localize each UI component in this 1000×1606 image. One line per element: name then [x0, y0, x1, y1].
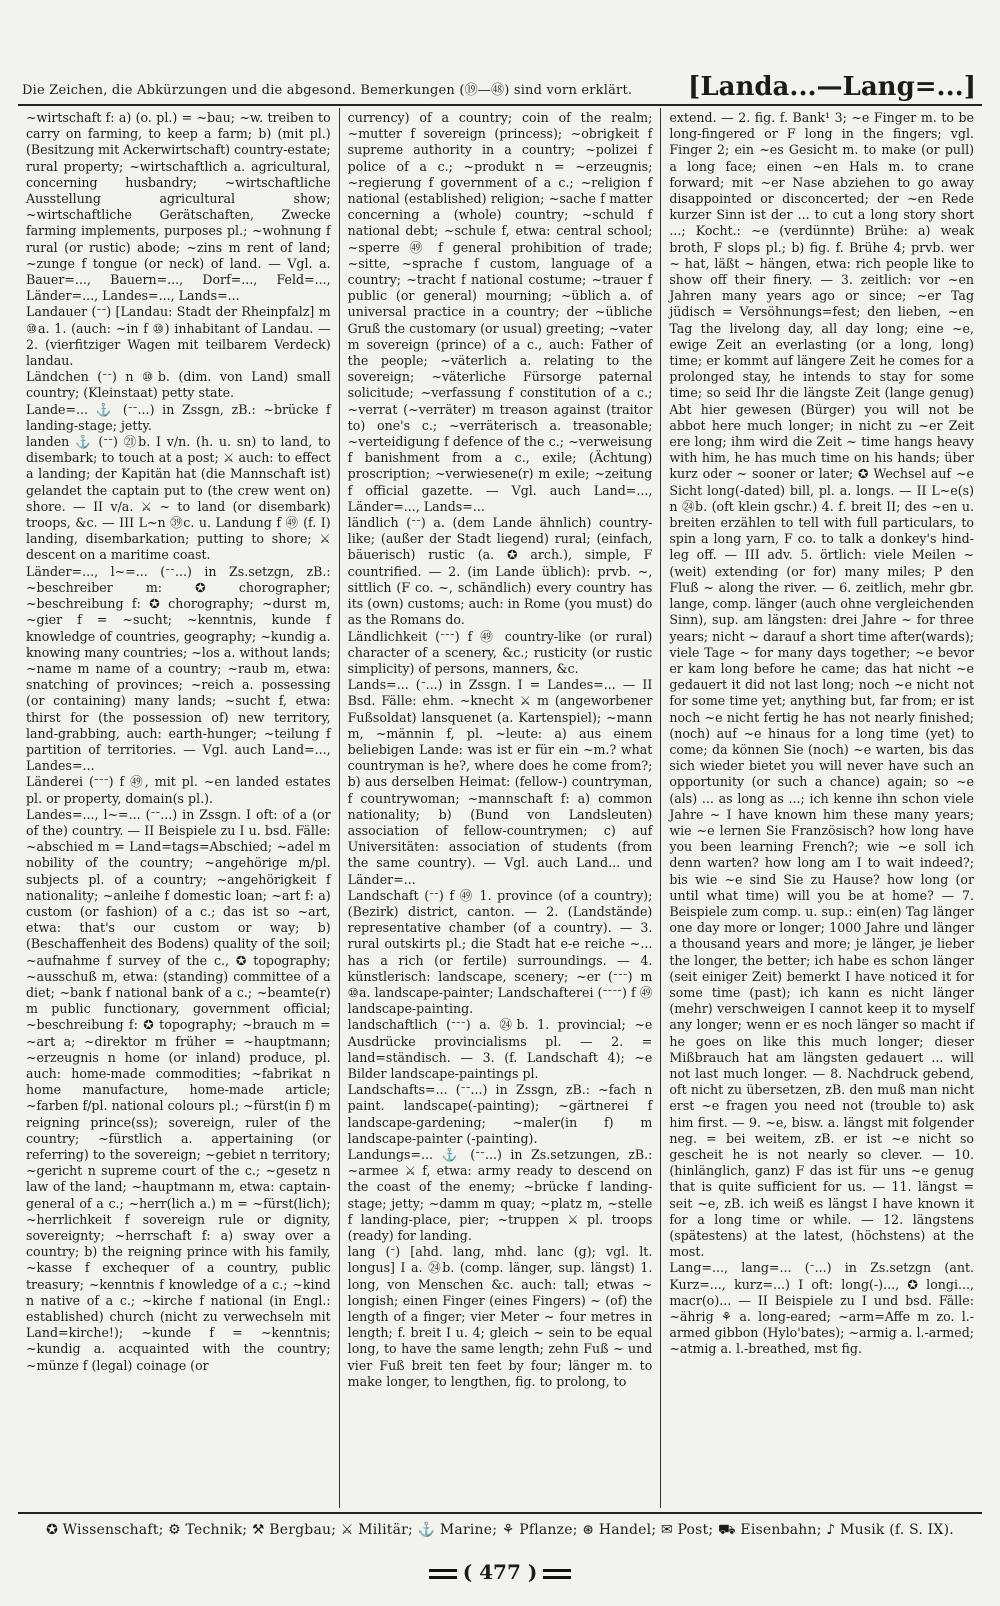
entry-text: landschaftlich (ᐨᐨᐨ) a. ㉔b. 1. provincial; ~e Ausdrücke provincialisms pl. — 2. = land=ständisch. — 3. (f. Landschaft 4); ~e Bilder landscape-paintings pl.	[347, 1017, 653, 1081]
entry-text: Ländchen (ᐨᐨ) n ⑩b. (dim. von Land) small country; (Kleinstaat) petty state.	[26, 369, 331, 401]
entry-text: Ländlichkeit (ᐨᐨᐨ) f ㊾ country-like (or rural) character of a scenery, &c.; rusticity (or rustic simplicity) of persons, manners, &c.	[347, 628, 653, 676]
entry-text: Lande=... ⚓ (ᐨᐨ...) in Zssgn, zB.: ~brücke f landing-stage; jetty.	[26, 401, 331, 433]
entry-text: lang (ᐨ) [ahd. lang, mhd. lanc (g); vgl. lt. longus] I a. ㉔b. (comp. länger, sup. längst) 1. long, von Menschen &c. auch: tall; etwas ~ longish; einen Finger (eines Fingers) ~ (of) the length of a finger; vier Meter ~ four metres in length; f. breit I u. 4; gleich ~ sein to be equal long, to have the same length; zehn Fuß ~ und vier Fuß breit ten feet by four; länger m. to make longer, to lengthen, fig. to prolong, to	[347, 1244, 653, 1389]
entry-text: Lang=..., lang=... (ᐨ...) in Zs.setzgn (ant. Kurz=..., kurz=...) I oft: long(-)..., ✪ longi..., macr(o)... — II Beispiele zu I und bsd. Fälle: ~ährig ⚘ a. long-eared; ~arm=Affe m zo. l.-armed gibbon (Hylo'bates); ~armig a. l.-armed; ~atmig a. l.-breathed, mst fig.	[669, 1260, 975, 1357]
entry-text: extend. — 2. fig. f. Bank¹ 3; ~e Finger m. to be long-fingered or F long in the fingers; vgl. Finger 2; ein ~es Gesicht m. to make (or pull) a long face; einen ~en Hals m. to crane forward; mit ~er Nase abziehen to go away disappointed or disconcerted; der ~en Rede kurzer Sinn ist der ... to cut a long story short ...; Kocht.: ~e (verdünnte) Brühe: a) weak broth, F slops pl.; b) fig. f. Brühe 4; prvb. wer ~ hat, läßt ~ hängen, etwa: rich people like to show off their finery. — 3. zeitlich: vor ~en Jahren many years ago or since; ~er Tag jüdisch = Versöhnungs=fest; den lieben, ~en Tag the livelong day, all day long; eine ~e, ewige Zeit an everlasting (or a long, long) time; er kommt auf längere Zeit he comes for a prolonged stay, he intends to stay for some time; so seid Ihr die längste Zeit (lange genug) Abt hier gewesen (Bürger) you will not be abbot here much longer; in nicht zu ~er Zeit ere long; ihm wird die Zeit ~ time hangs heavy with him, he has much time on his hands; über kurz oder ~ sooner or later; ✪ Wechsel auf ~e Sicht long(-dated) bill, pl. a. longs. — II L~e(s) n ㉔b. (oft klein gschr.) 4. f. breit II; des ~en u. breiten erzählen to tell with full particulars, to spin a long yarn, F co. to talk a donkey's hind-leg off. — III adv. 5. örtlich: viele Meilen ~ (weit) extending (or for) many miles; P den Fluß ~ along the river. — 6. zeitlich, mehr gbr. lange, comp. länger (auch ohne vergleichenden Sinn), sup. am längsten: drei Jahre ~ for three years; nicht ~ darauf a short time after(wards); viele Tage ~ for many days together; ~e bevor er kam long before he came; das hat nicht ~e gedauert it did not last long; noch ~e nicht not for some time yet; anything but, far from; er ist noch ~e nicht fertig he has not nearly finished; (noch) auf ~e hinaus for a long time (yet) to come; da können Sie (noch) ~e warten, bis das sich wieder bietet you will never have such an opportunity (or such a chance) again; so ~e (als) ... as long as ...; ich kenne ihn schon viele Jahre ~ I have known him these many years; wie ~e lernen Sie Französisch? how long have you been learning French?; wie ~e soll ich denn warten? how long am I to wait indeed?; bis wie ~e sind Sie zu Hause? how long (or until what time) will you be at home? — 7. Beispiele zum comp. u. sup.: ein(en) Tag länger one day more or longer; 1000 Jahre und länger a thousand years and more; je länger, je lieber the longer, the better; ich habe es schon länger (seit einiger Zeit) bemerkt I have noticed it for some time (past); ich kann es nicht länger (mehr) verschweigen I cannot keep it to myself any longer; wenn er es noch länger so macht if he goes on like this much longer; dieser Mißbrauch hat am längsten gedauert ... will not last much longer. — 8. Nachdruck gebend, oft nicht zu übersetzen, zB. den muß man nicht erst ~e fragen you need not (trouble to) ask him first. — 9. ~e, bisw. a. längst mit folgender neg. = bei weitem, zB. er ist ~e nicht so gescheit he is not nearly so clever. — 10. (hinlänglich, ganz) F das ist für uns ~e genug that is quite sufficient for us. — 11. längst = seit ~e, zB. ich weiß es längst I have known it for a long time or while. — 12. längstens (spätestens) at the latest, (höchstens) at the most.	[669, 110, 975, 1260]
symbol-legend: ✪ Wissenschaft; ⚙ Technik; ⚒ Bergbau; ⚔ Militär; ⚓ Marine; ⚘ Pflanze; ⊛ Handel; ✉ Post; ⛟ Eisenbahn; ♪ Musik (f. S. IX).	[46, 1522, 954, 1538]
entry-text: Länder=..., l~=... (ᐨᐨ...) in Zs.setzgn, zB.: ~beschreiber m: ✪ chorographer; ~beschreibung f: ✪ chorography; ~durst m, ~gier f = ~sucht; ~kenntnis, kunde f knowledge of countries, geography; ~kundig a. knowing many countries; ~los a. without lands; ~name m name of a country; ~raub m, etwa: snatching of provinces; ~reich a. possessing (or containing) many lands; ~sucht f, etwa: thirst for (the possession of) new territory, land-grabbing, auch: earth-hunger; ~teilung f partition of territories. — Vgl. auch Land=..., Landes=...	[26, 563, 331, 774]
entry-text: ~wirtschaft f: a) (o. pl.) = ~bau; ~w. treiben to carry on farming, to keep a farm; b) (mit pl.) (Besitzung mit Ackerwirtschaft) country-estate; rural property; ~wirtschaftlich a. agricultural, concerning husbandry; ~wirtschaftliche Ausstellung agricultural show; ~wirtschaftliche Gerätschaften, Zwecke farming implements, purposes pl.; ~wohnung f rural (or rustic) abode; ~zins m rent of land; ~zunge f tongue (or neck) of land. — Vgl. a. Bauer=..., Bauern=..., Dorf=..., Feld=..., Länder=..., Landes=..., Lands=...	[26, 110, 331, 304]
column-1	[18, 108, 340, 1508]
header-notes: Die Zeichen, die Abkürzungen und die abgesond. Bemerkungen (⑲—㊽) sind vorn erklärt.	[22, 83, 633, 98]
entry-text: ländlich (ᐨᐨ) a. (dem Lande ähnlich) country-like; (außer der Stadt liegend) rural; (einfach, bäuerisch) rustic (a. ✪ arch.), simple, F countrified. — 2. (im Lande üblich): prvb. ~, sittlich (F co. ~, schändlich) every country has its (own) customs; auch: in Rome (you must) do as the Romans do.	[347, 515, 653, 628]
page-header	[18, 60, 982, 106]
dictionary-columns	[18, 108, 982, 1508]
entry-text: Landungs=... ⚓ (ᐨᐨ...) in Zs.setzungen, zB.: ~armee ⚔ f, etwa: army ready to descend on the coast of the enemy; ~brücke f landing-stage; jetty; ~damm m quay; ~platz m, ~stelle f landing-place, pier; ~truppen ⚔ pl. troops (ready) for landing.	[347, 1147, 653, 1244]
column-2	[340, 108, 662, 1508]
entry-text: Landschaft (ᐨᐨ) f ㊾ 1. province (of a country); (Bezirk) district, canton. — 2. (Landstände) representative chamber (of a country). — 3. rural outskirts pl.; die Stadt hat e-e reiche ~... has a rich (or fertile) surroundings. — 4. künstlerisch: landscape, scenery; ~er (ᐨᐨᐨ) m ⑩a. landscape-painter; Landschafterei (ᐨᐨᐨᐨ) f ㊾ landscape-painting.	[347, 887, 653, 1017]
page-number-text: ( 477 )	[462, 1560, 538, 1584]
entry-text: landen ⚓ (ᐨᐨ) ㉑b. I v/n. (h. u. sn) to land, to disembark; to touch at a post; ⚔ auch: to effect a landing; der Kapitän hat (die Mannschaft ist) gelandet the captain put to (the crew went on) shore. — II v/a. ⚔ ~ to land (or disembark) troops, &c. — III L~n ㊴c. u. Landung f ㊾ (f. I) landing, disembarkation; putting to shore; ⚔ descent on a maritime coast.	[26, 434, 331, 563]
page-number	[0, 1560, 1000, 1584]
entry-text: Lands=... (ᐨ...) in Zssgn. I = Landes=... — II Bsd. Fälle: ehm. ~knecht ⚔ m (angeworbener Fußsoldat) lansquenet (a. Kartenspiel); ~mann m, ~männin f, pl. ~leute: a) aus einem beliebigen Lande: was ist er für ein ~m.? what countryman is he?, where does he come from?; b) aus derselben Heimat: (fellow-) countryman, f countrywoman; ~mannschaft f: a) common nationality; b) (Bund von Landsleuten) association of fellow-countrymen; c) auf Universitäten: association of students (from the same country). — Vgl. auch Land... und Länder=...	[347, 677, 653, 887]
page-footer	[18, 1512, 982, 1550]
guide-words: [Landa...—Lang=...]	[688, 72, 976, 102]
rule-right	[543, 1569, 571, 1579]
entry-text: Landschafts=... (ᐨᐨ...) in Zssgn, zB.: ~fach n paint. landscape(-painting); ~gärtnerei f landscape-gardening; ~maler(in f) m landscape-painter (-painting).	[347, 1082, 653, 1146]
entry-text: Landauer (ᐨᐨ) [Landau: Stadt der Rheinpfalz] m ⑩a. 1. (auch: ~in f ⑩) inhabitant of Landau. — 2. (vierfitziger Wagen mit teilbarem Verdeck) landau.	[26, 304, 331, 369]
rule-left	[429, 1569, 457, 1579]
column-3	[661, 108, 982, 1508]
entry-text: currency) of a country; coin of the realm; ~mutter f sovereign (princess); ~obrigkeit f supreme authority in a country; ~polizei f police of a c.; ~produkt n = ~erzeugnis; ~regierung f government of a c.; ~religion f national (established) religion; ~sache f matter concerning a (whole) country; ~schuld f national debt; ~schule f, etwa: central school; ~sperre ㊾ f general prohibition of trade; ~sitte, ~sprache f custom, language of a country; ~tracht f national costume; ~trauer f public (or general) mourning; ~üblich a. of universal practice in a country; der ~übliche Gruß the customary (or usual) greeting; ~vater m sovereign (prince) of a c., auch: Father of the people; ~väterlich a. relating to the sovereign; ~väterliche Fürsorge paternal solicitude; ~verfassung f constitution of a c.; ~verrat (~verräter) m treason against (traitor to) one's c.; ~verräterisch a. treasonable; ~verteidigung f defence of the c.; ~verweisung f banishment from a c., exile; (Ächtung) proscription; ~verwiesene(r) m exile; ~zeitung f official gazette. — Vgl. auch Land=..., Länder=..., Lands=...	[347, 110, 653, 514]
entry-text: Länderei (ᐨᐨᐨ) f ㊾, mit pl. ~en landed estates pl. or property, domain(s pl.).	[26, 774, 331, 806]
entry-text: Landes=..., l~=... (ᐨᐨ...) in Zssgn. I oft: of a (or of the) country. — II Beispiele zu I u. bsd. Fälle: ~abschied m = Land=tags=Abschied; ~adel m nobility of the country; ~angehörige m/pl. subjects pl. of a country; ~angehörigkeit f nationality; ~anleihe f domestic loan; ~art f: a) custom (or fashion) of a c.; das ist so ~art, etwa: that's our custom or way; b) (Beschaffenheit des Bodens) quality of the soil; ~aufnahme f survey of the c., ✪ topography; ~ausschuß m, etwa: (standing) committee of a diet; ~bank f national bank of a c.; ~beamte(r) m public functionary, government official; ~beschreibung f: ✪ topography; ~brauch m = ~art a; ~direktor m früher = ~hauptmann; ~erzeugnis n home (or inland) produce, pl. auch: home-made commodities; ~fabrikat n home manufacture, home-made article; ~farben f/pl. national colours pl.; ~fürst(in f) m reigning prince(ss); sovereign, ruler of the country; ~fürstlich a. appertaining (or referring) to the sovereign; ~gebiet n territory; ~gericht n supreme court of the c.; ~gesetz n law of the land; ~hauptmann m, etwa: captain-general of a c.; ~herr(lich a.) m = ~fürst(lich); ~herrlichkeit f sovereign rule or dignity, sovereignty; ~herrschaft f: a) sway over a country; b) the reigning prince with his family, ~kasse f exchequer of a country, public treasury; ~kenntnis f knowledge of a c.; ~kind n native of a c.; ~kirche f national (in Engl.: established) church (nicht zu verwechseln mit Land=kirche!); ~kunde f = ~kenntnis; ~kundig a. acquainted with the country; ~münze f (legal) coinage (or	[26, 806, 331, 1373]
